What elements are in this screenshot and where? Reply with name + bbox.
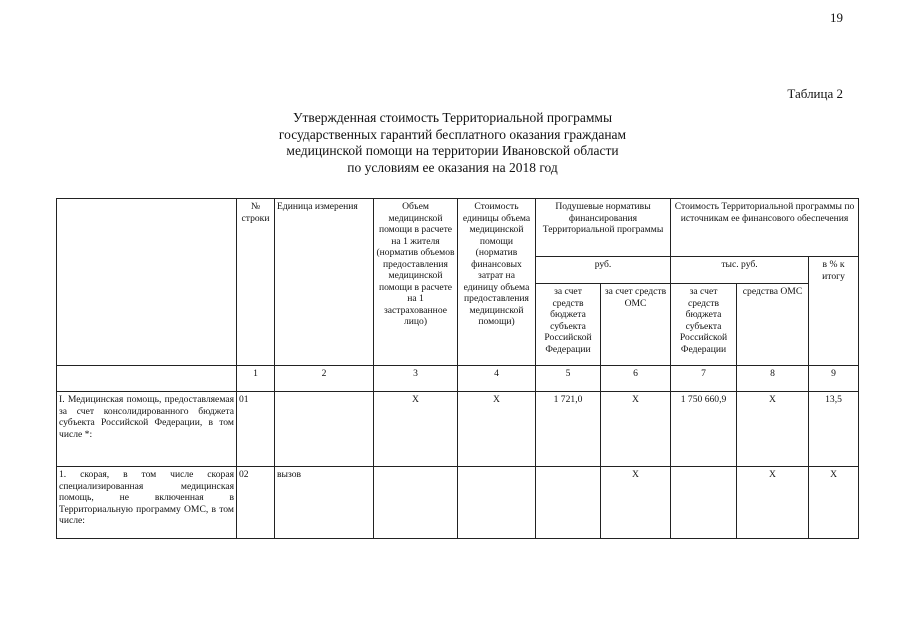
header-thous-budget: за счет средств бюджета субъекта Российской Федерации: [671, 284, 737, 366]
title-line: по условиям ее оказания на 2018 год: [347, 159, 558, 175]
table-row: [57, 467, 859, 539]
column-number: 7: [671, 366, 737, 392]
title-line: Утвержденная стоимость Территориальной программы: [292, 110, 613, 125]
column-number: 9: [809, 366, 859, 392]
header-name-cell: [57, 199, 237, 366]
row-thous-budget: 1 750 660,9: [671, 392, 737, 467]
row-pct: 13,5: [809, 392, 859, 467]
header-row-no: № строки: [237, 199, 275, 366]
row-pct: X: [809, 467, 859, 539]
row-unit: [275, 392, 374, 467]
document-title: [0, 110, 905, 176]
column-number-blank: [57, 366, 237, 392]
row-thous-oms: X: [737, 467, 809, 539]
header-cost: Стоимость единицы объема медицинской помощи (норматив финансовых затрат на единицу объема предоставления медицинской помощи): [458, 199, 536, 366]
header-rub-oms: за счет средств ОМС: [601, 284, 671, 366]
column-number-row: [57, 366, 859, 392]
column-number: 1: [237, 366, 275, 392]
header-per-capita: Подушевые нормативы финансирования Территориальной программы: [536, 199, 671, 257]
page-number: 19: [830, 10, 843, 25]
row-name: 1. скорая, в том числе скорая специализированная медицинская помощь, не включенная в Территориальную программу ОМС, в том числе:: [57, 467, 237, 539]
header-volume: Объем медицинской помощи в расчете на 1 жителя (норматив объемов предоставления медицинской помощи в расчете на 1 застрахованное лицо): [374, 199, 458, 366]
column-number: 4: [458, 366, 536, 392]
header-rub-budget: за счет средств бюджета субъекта Российской Федерации: [536, 284, 601, 366]
row-number: 01: [237, 392, 275, 467]
header-total-cost: Стоимость Территориальной программы по источникам ее финансового обеспечения: [671, 199, 859, 257]
row-unit: вызов: [275, 467, 374, 539]
row-rub-budget: 1 721,0: [536, 392, 601, 467]
title-line: государственных гарантий бесплатного оказания гражданам: [278, 126, 627, 142]
row-thous-budget: [671, 467, 737, 539]
header-rub: руб.: [536, 257, 671, 284]
row-thous-oms: X: [737, 392, 809, 467]
row-volume: [374, 467, 458, 539]
row-cost: X: [458, 392, 536, 467]
row-rub-oms: X: [601, 467, 671, 539]
row-volume: X: [374, 392, 458, 467]
column-number: 8: [737, 366, 809, 392]
header-unit: Единица измерения: [275, 199, 374, 366]
column-number: 3: [374, 366, 458, 392]
row-cost: [458, 467, 536, 539]
row-name: I. Медицинская помощь, предоставляемая за счет консолидированного бюджета субъекта Российской Федерации, в том числе *:: [57, 392, 237, 467]
header-thous-rub: тыс. руб.: [671, 257, 809, 284]
row-rub-oms: X: [601, 392, 671, 467]
header-thous-oms: средства ОМС: [737, 284, 809, 366]
title-line: медицинской помощи на территории Ивановской области: [286, 143, 619, 158]
column-number: 6: [601, 366, 671, 392]
column-number: 2: [275, 366, 374, 392]
cost-table: [56, 198, 859, 539]
table-label: Таблица 2: [787, 86, 843, 101]
table-row: [57, 392, 859, 467]
row-number: 02: [237, 467, 275, 539]
column-number: 5: [536, 366, 601, 392]
row-rub-budget: [536, 467, 601, 539]
header-pct-total: в % к итогу: [809, 257, 859, 366]
